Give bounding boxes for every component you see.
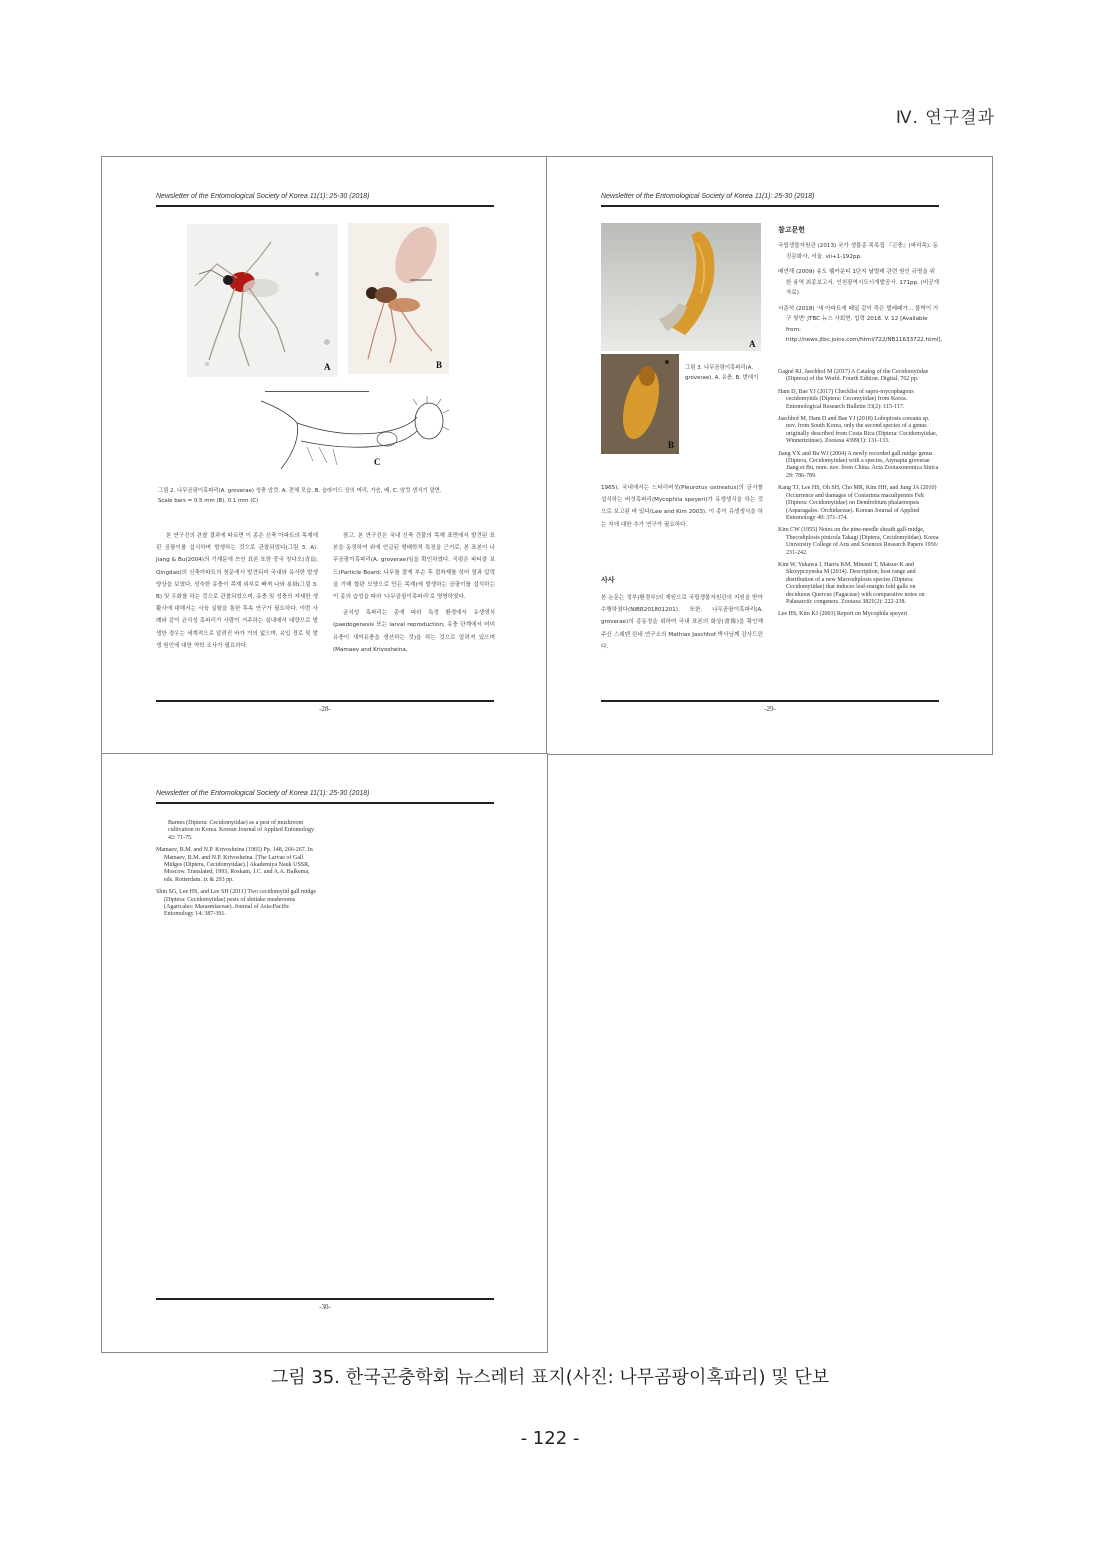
reference-item: Kim CW (1955) Notes on the pine-needle sheath gall-midge, Thecodiplosis pinicola Takagi (Diptera, Cecidomyiidae). Korea University College of Arts and Sciences Research Papers 1956: 231-242. (778, 527, 939, 556)
header-rule (156, 802, 494, 804)
figure-2-caption-line2: Scale bars = 0.5 mm (B), 0.1 mm (C) (158, 498, 259, 504)
header-rule (156, 205, 494, 207)
reference-item: 서준석 (2018) '새 아파트에 떼일 같이 죽은 벌레떼가... 불박이 가구 뒷면' JTBC 뉴스 사회면. 입력 2018. V. 12 [Available from: http://news.jtbc.joins.com/html/722/NB11633722.html]. (778, 305, 943, 343)
acknowledgement-title: 사사 (601, 576, 615, 584)
body-paragraph: 참고. 본 연구진은 국내 신축 건물의 목재 표면에서 발견된 표본을 동정하여 위에 언급된 형태학적 특징을 근거로, 본 표본이 나무곰팡이혹파리(A. groverae)임을 확인하였다. 곡펑은 파티클 보드(Particle Board; 나무를 잘게 부순 후 접착제를 섞어 열과 압력을 가해 합판 모양으로 만든 목재)에 발생하는 곰팡이를 섭식하는 이 종의 습성을 따라 '나무곰팡이혹파리'로 명명하였다. (333, 533, 495, 601)
photo-label-a: A (749, 339, 756, 349)
body-column-1 (156, 530, 318, 652)
reference-item: Kim W, Yukawa J, Harris KM, Minami T, Matsuo K and Skrzypczynska M (2014). Description, host range and distribution of a new Macrodiplosis species (Diptera: Cecidomyiidae) that induces leaf-margin fold galls on deciduous Quercus (Fagaceae) with comparative notes on Palaearctic congeners. Zootaxa 3821(2): 222-238. (778, 561, 925, 605)
reference-item: Kang TJ, Lee HS, Oh SH, Cho MR, Kim HH, and Jung JA (2010) Occurrence and damages of Contarinia maculipennis Felt (Diptera: Cecidomyiidae) on Dendrobium phalaenopsis (Asparagales: Orchidaceae). Korean Journal of Applied Entomology 49: 371-374. (778, 485, 937, 521)
body-paragraph: 1965). 국내에서는 느타리버섯(Pleurotus ostreatus)의 균사를 섭식하는 버섯혹파리(Mycophila speyeri)가 유생생식을 하는 것으로 보고된 바 있다(Lee and Kim 2003). 이 종이 유생생식을 하는 지에 대한 추가 연구가 필요하다. (601, 485, 763, 528)
photo-adult-fly-b (348, 223, 449, 374)
footer-rule (156, 700, 494, 702)
footer-rule (156, 1298, 494, 1300)
references-continued (156, 820, 318, 924)
newsletter-header: Newsletter of the Entomological Society of Korea 11(1): 25-30 (2018) (156, 193, 370, 200)
reference-item: Gagné RJ, Jaschhof M (2017) A Catalog of the Cecidomyiidae (Diptera) of the World. Fourth Edition. Digital. 762 pp. (778, 369, 929, 383)
body-paragraph: 균식성 혹파리는 종에 따라 특정 환경에서 유생생식(paedogenesis 또는 larval reproduction; 유충 단계에서 어미유충이 새끼유충을 생산하는 것)을 하는 것으로 알려져 있으며(Mamaev and Krivosheina, (333, 610, 495, 653)
photo-larva-a (601, 223, 761, 351)
chapter-title: Ⅳ. 연구결과 (895, 108, 995, 128)
photo-pupa-b (601, 354, 679, 454)
figure-3-caption: 그림 3. 나무곰팡이혹파리(A. groverae). A. 유충, B. 번데기 (685, 365, 759, 381)
photo-label-c: C (374, 457, 381, 467)
reference-item: Shin SG, Lee HS, and Lee SH (2011) Two cecidomyiid gall midge (Diptera: Cecidomyiidae) pests of shiitake mushrooms (Agaricales: Marasmiaceae). Journal of Asia-Pacific Entomology 14: 387-391. (156, 889, 317, 918)
photo-label-b: B (436, 360, 443, 370)
body-column-2 (333, 530, 495, 656)
newsletter-header: Newsletter of the Entomological Society of Korea 11(1): 25-30 (2018) (601, 193, 815, 200)
newsletter-page-number: -30- (319, 1303, 331, 1311)
reference-item: 배연재 (2009) 송도 웰카운티 1단지 날벌레 관련 원인 규명을 위한 용역 최종보고서. 인천광역시도시개발공사. 171pp. (비공개 자료) (778, 269, 940, 296)
newsletter-page-number: -28- (319, 705, 331, 713)
references-english (778, 369, 940, 624)
drawing-female-genitalia-c (257, 391, 457, 473)
figure-caption: 그림 35. 한국곤충학회 뉴스레터 표지(사진: 나무곰팡이혹파리) 및 단보 (270, 1367, 830, 1388)
footer-rule (601, 700, 939, 702)
references-title: 참고문헌 (778, 226, 806, 234)
photo-label-a: A (324, 362, 331, 372)
acknowledgement-text (601, 592, 763, 653)
newsletter-page-30 (101, 753, 548, 1353)
header-rule (601, 205, 939, 207)
newsletter-header: Newsletter of the Entomological Society of Korea 11(1): 25-30 (2018) (156, 790, 370, 797)
reference-item: Lee HS, Kim KJ (2003) Report on Mycophila speyeri (778, 611, 908, 618)
newsletter-page-28 (101, 156, 548, 755)
figure-2-caption (158, 486, 498, 506)
reference-item: Jiang YX and Bu WJ (2004) A newly recorded gall midge genus (Diptera, Cecidomyiidae) with a species, Atynapta groverae Jiang et Bu, nom. nov. from China. Acta Zootaxonomica Sinica 29: 786-789. (778, 450, 939, 479)
photo-label-b: B (668, 440, 675, 450)
page-number: - 122 - (520, 1428, 580, 1449)
photo-adult-fly-a (187, 224, 338, 377)
figure-2-caption-line1: 그림 2. 나무곰팡이혹파리(A. groverae) 성충 암컷. A. 전체 모습, B. 슬라이드 상의 머리, 가슴, 배, C. 암컷 생식기 말면. (158, 488, 442, 494)
reference-item: Ham D, Bae YJ (2017) Checklist of sapro-mycophagous cecidomyiids (Diptera: Cecomyiidae) from Korea. Entomological Research Bulletin 33(2): 115-117. (778, 388, 914, 410)
body-column-1 (601, 482, 763, 531)
reference-item: Mamaev, B.M. and N.P. Krivosheina (1965) Pp. 148, 266-267. In Mamaev, B.M. and N.P. Krivosheina. [The Larvae of Gall Midges (Diptera, Cecidomyiidae).] Akademiya Nauk USSR, Moscow. Translated, 1993, Roskam, J.C. and A.A. Balkema, eds. Rotterdam. ix & 293 pp. (156, 847, 313, 883)
body-paragraph: 본 논문는 정부(환경부)의 재원으로 국립생물자원관의 지원을 받아 수행하였다(NIBR201801201). 또한, 나무곰팡이혹파리(A. groverae)의 종동정을 위하여 국내 표본의 화상(畫像)을 확인해 주신 스웨덴 린네 연구소의 Mathias Jaschhof 박사님께 감사드린다. (601, 595, 763, 650)
newsletter-page-29 (546, 156, 993, 755)
reference-item: Barnes (Diptera: Cecidomyiidae) as a pest of mushroom cultivation in Korea. Korean Journal of Applied Entomology 42: 71-75. (168, 820, 314, 841)
reference-item: 국립생물자원관 (2013) 국가 생물종 목록집 『곤충』(파리목). 동진문화사, 서울. vii+1-192pp. (778, 243, 939, 260)
reference-item: Jaschhof M, Ham D and Bae YJ (2018) Lobopiosis coreana sp. nov. from South Korea, only the second species of a genus originally described from Costa Rica (Diptera: Cecidomyiidae, Winnertziinae). Zootaxa 4399(1): 131-133. (778, 416, 938, 445)
body-paragraph: 본 연구진의 관찰 결과에 따르면 이 종은 신축 아파트의 목재에 핀 곰팡이를 섭식하며 발생하는 것으로 관찰되었다(그림 3. A). Jiang & Bu(2004)의 기재문에 쓰인 표본 또한 중국 칭다오(青島; Qingdao)의 신축아파트의 창문에서 발견되어 국내와 유사한 발생 양상을 보였다. 성숙한 유충이 목재 외부로 빠져 나와 용화(그림 3. B) 및 우화를 하는 것으로 관찰되었으며, 유충 및 성충의 자세한 생활사에 대해서는 사육 실험을 통한 후속 연구가 필요하다. 이번 사례와 같이 균식성 혹파리가 사람이 거주하는 실내에서 대량으로 발생한 경우는 세계적으로 알려진 바가 거의 없으며, 유입 경로 및 발생 원인에 대한 역학 조사가 필요하다. (156, 533, 318, 649)
references-korean (778, 241, 943, 351)
newsletter-page-number: -29- (764, 705, 776, 713)
